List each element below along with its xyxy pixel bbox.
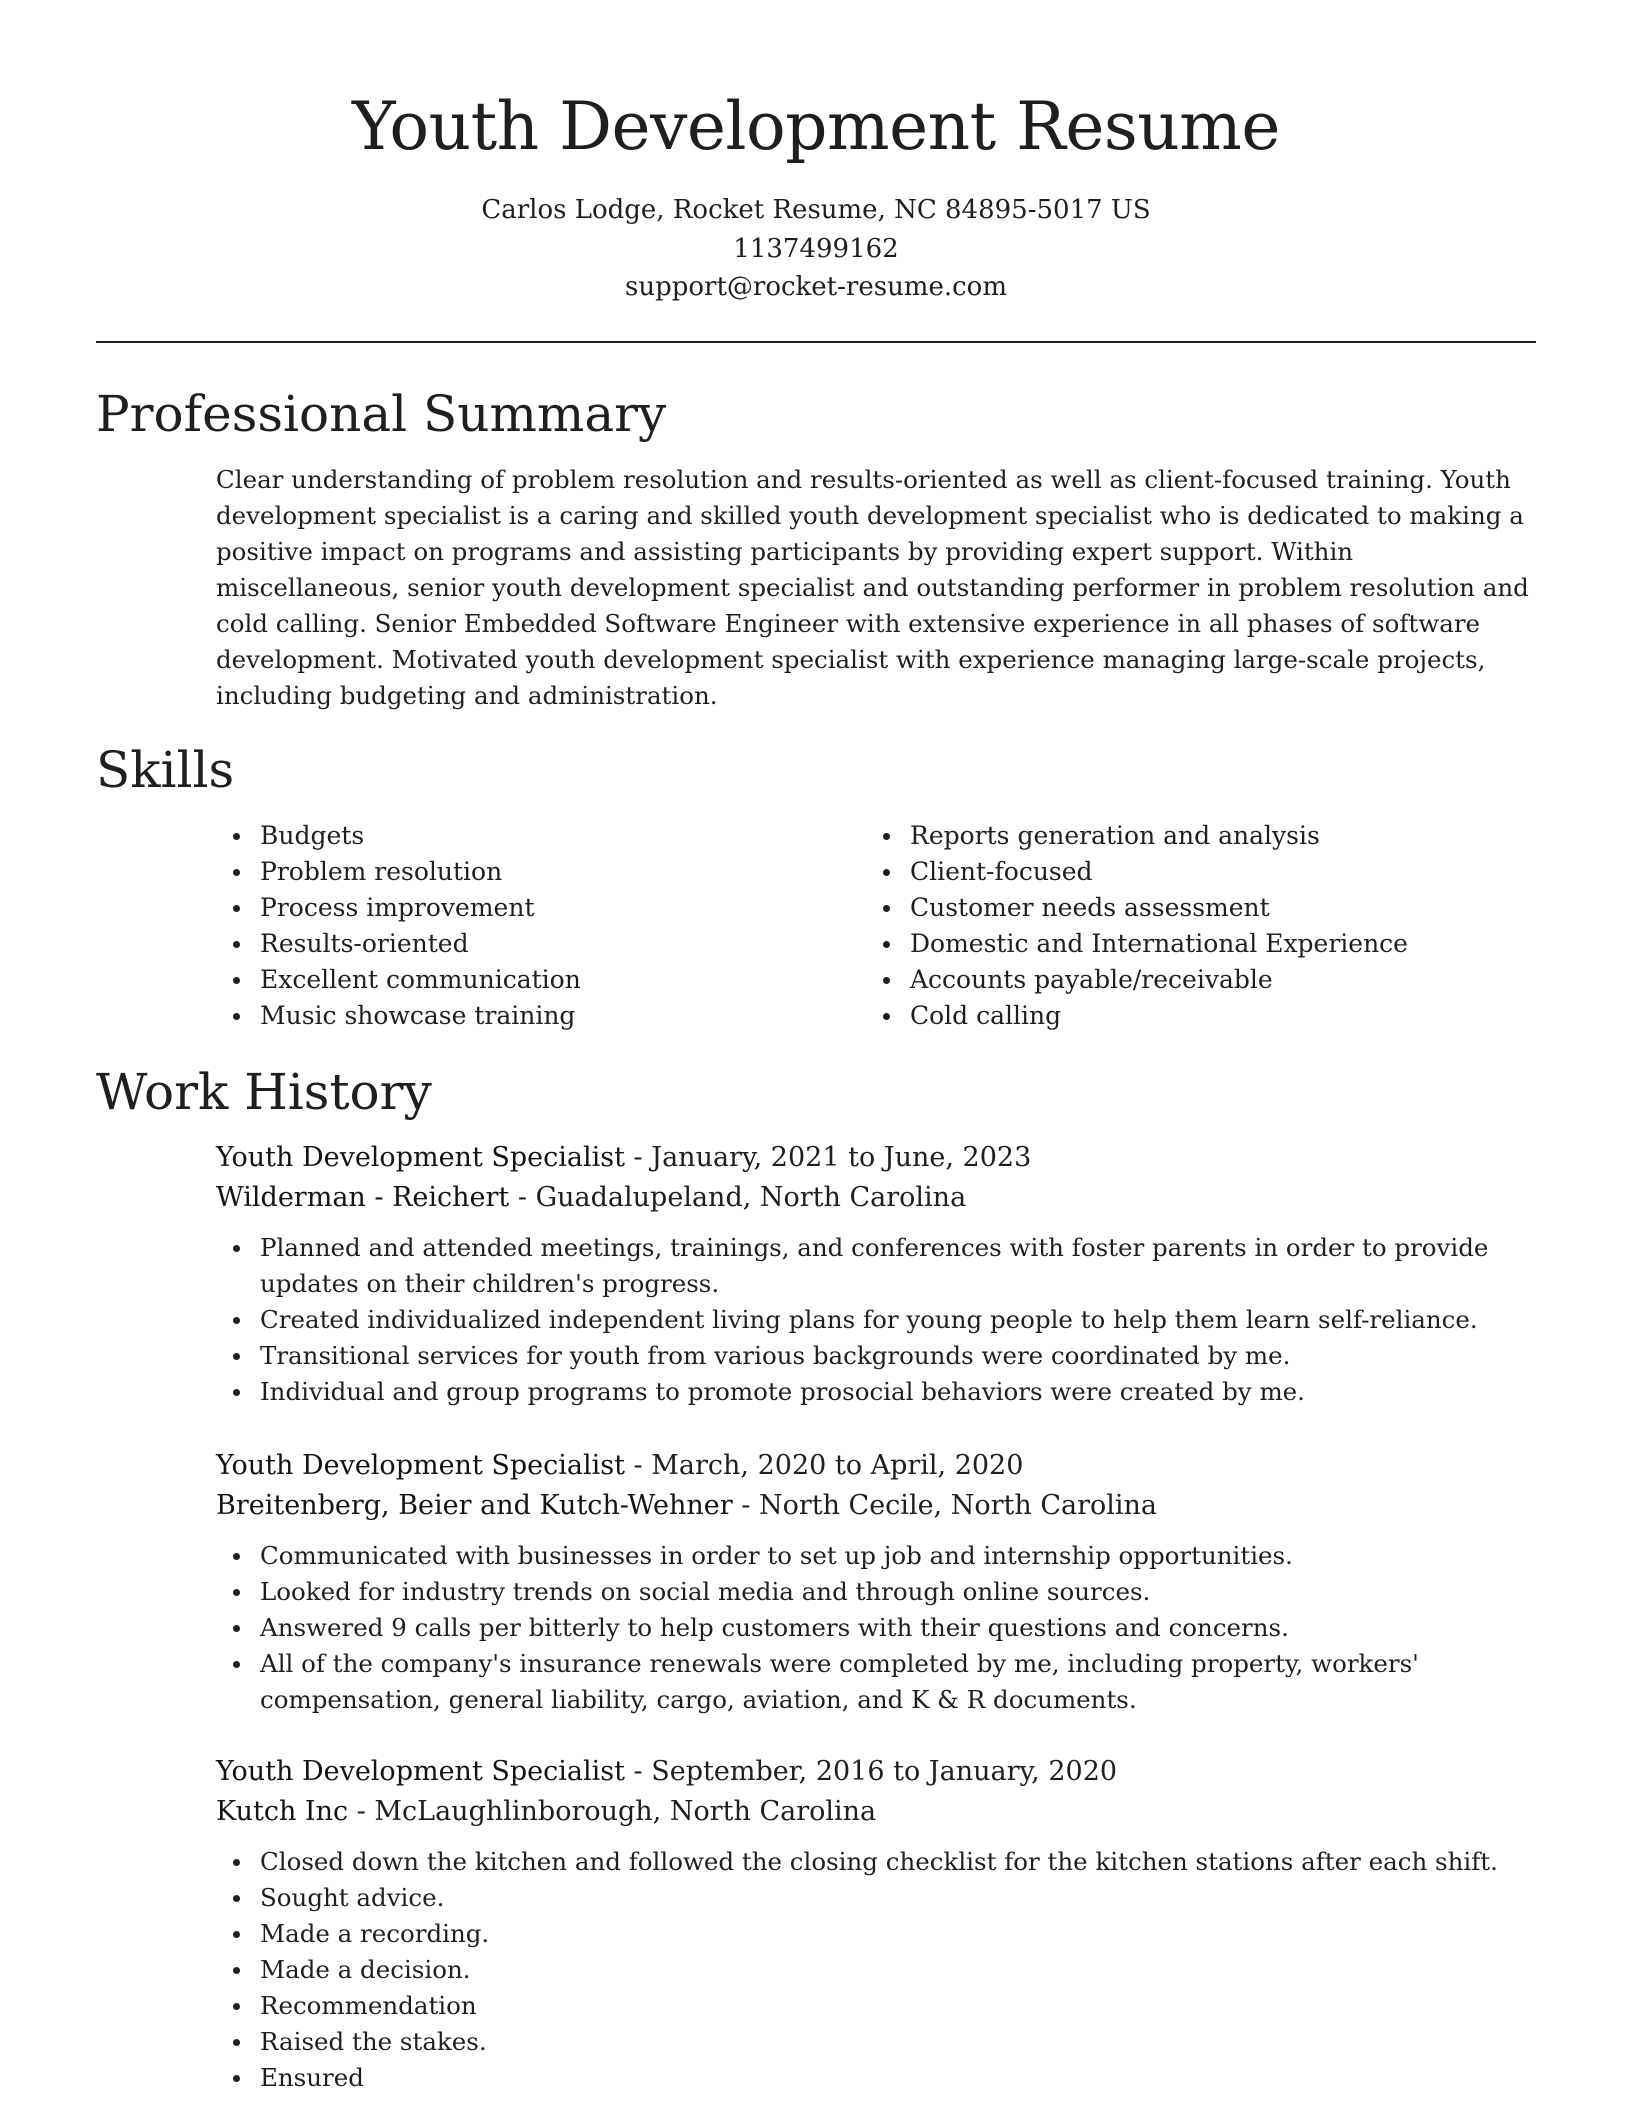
job-duty: Looked for industry trends on social media and through online sources. [216, 1574, 1536, 1610]
page-title: Youth Development Resume [352, 88, 1280, 165]
skill-item: Customer needs assessment [866, 890, 1536, 926]
skill-item: Reports generation and analysis [866, 818, 1536, 854]
job-duty: Recommendation [216, 1988, 1536, 2024]
skills-list-left [216, 818, 836, 1034]
job-duty: Made a decision. [216, 1952, 1536, 1988]
skill-item: Excellent communication [216, 962, 836, 998]
job-entry [216, 1752, 1536, 2096]
job-dates: September, 2016 to January, 2020 [651, 1756, 1118, 1787]
separator: - [624, 1756, 652, 1787]
separator: - [348, 1796, 375, 1827]
job-duty: All of the company's insurance renewals were completed by me, including property, workers' compensation, general liability, cargo, aviation, and K & R documents. [216, 1646, 1536, 1718]
job-duties [216, 1230, 1536, 1410]
contact-address: Carlos Lodge, Rocket Resume, NC 84895-5017 US [481, 195, 1151, 225]
skills-list-right [866, 818, 1536, 1034]
job-location: McLaughlinborough, North Carolina [374, 1796, 877, 1827]
separator: - [624, 1450, 652, 1481]
job-duty: Closed down the kitchen and followed the closing checklist for the kitchen stations after each shift. [216, 1844, 1536, 1880]
contact-email: support@rocket-resume.com [624, 272, 1007, 302]
job-duty: Ensured [216, 2060, 1536, 2096]
job-company: Wilderman - Reichert [216, 1182, 510, 1213]
job-title-line [216, 1138, 1536, 1178]
skill-item: Cold calling [866, 998, 1536, 1034]
job-duties [216, 1538, 1536, 1718]
separator: - [732, 1490, 759, 1521]
job-duty: Planned and attended meetings, trainings, and conferences with foster parents in order to provide updates on their children's progress. [216, 1230, 1536, 1302]
job-entry [216, 1446, 1536, 1718]
job-duty: Answered 9 calls per bitterly to help customers with their questions and concerns. [216, 1610, 1536, 1646]
skill-item: Accounts payable/receivable [866, 962, 1536, 998]
skill-item: Results-oriented [216, 926, 836, 962]
job-title: Youth Development Specialist [216, 1142, 625, 1173]
job-company-line [216, 1178, 1536, 1218]
separator: - [509, 1182, 536, 1213]
skill-item: Process improvement [216, 890, 836, 926]
contact-phone: 1137499162 [733, 234, 899, 264]
job-company-line [216, 1792, 1536, 1832]
job-duties [216, 1844, 1536, 2096]
summary-heading: Professional Summary [96, 385, 667, 443]
job-duty: Raised the stakes. [216, 2024, 1536, 2060]
job-company: Kutch Inc [216, 1796, 349, 1827]
job-title-line [216, 1752, 1536, 1792]
job-duty: Made a recording. [216, 1916, 1536, 1952]
job-entry [216, 1138, 1536, 1410]
skill-item: Domestic and International Experience [866, 926, 1536, 962]
job-duty: Created individualized independent living plans for young people to help them learn self-reliance. [216, 1302, 1536, 1338]
job-duty: Individual and group programs to promote prosocial behaviors were created by me. [216, 1374, 1536, 1410]
skill-item: Music showcase training [216, 998, 836, 1034]
header-divider [96, 341, 1536, 343]
summary-text: Clear understanding of problem resolution and results-oriented as well as client-focused training. Youth development specialist is a caring and skilled youth development specialist who is dedicated to making a positive impact on programs and assisting participants by providing expert support. Within miscellaneous, senior youth development specialist and outstanding performer in problem resolution and cold calling. Senior Embedded Software Engineer with extensive experience in all phases of software development. Motivated youth development specialist with experience managing large-scale projects, including budgeting and administration. [216, 465, 1529, 710]
job-dates: March, 2020 to April, 2020 [651, 1450, 1024, 1481]
job-duty: Sought advice. [216, 1880, 1536, 1916]
job-dates: January, 2021 to June, 2023 [651, 1142, 1032, 1173]
separator: - [624, 1142, 652, 1173]
job-company-line [216, 1486, 1536, 1526]
skills-heading: Skills [96, 741, 235, 799]
job-location: North Cecile, North Carolina [758, 1490, 1158, 1521]
work-history-heading: Work History [96, 1063, 432, 1121]
job-duty: Communicated with businesses in order to set up job and internship opportunities. [216, 1538, 1536, 1574]
job-title: Youth Development Specialist [216, 1756, 625, 1787]
job-title-line [216, 1446, 1536, 1486]
skill-item: Client-focused [866, 854, 1536, 890]
job-duty: Transitional services for youth from various backgrounds were coordinated by me. [216, 1338, 1536, 1374]
job-title: Youth Development Specialist [216, 1450, 625, 1481]
skill-item: Budgets [216, 818, 836, 854]
job-location: Guadalupeland, North Carolina [535, 1182, 967, 1213]
skill-item: Problem resolution [216, 854, 836, 890]
job-company: Breitenberg, Beier and Kutch-Wehner [216, 1490, 733, 1521]
